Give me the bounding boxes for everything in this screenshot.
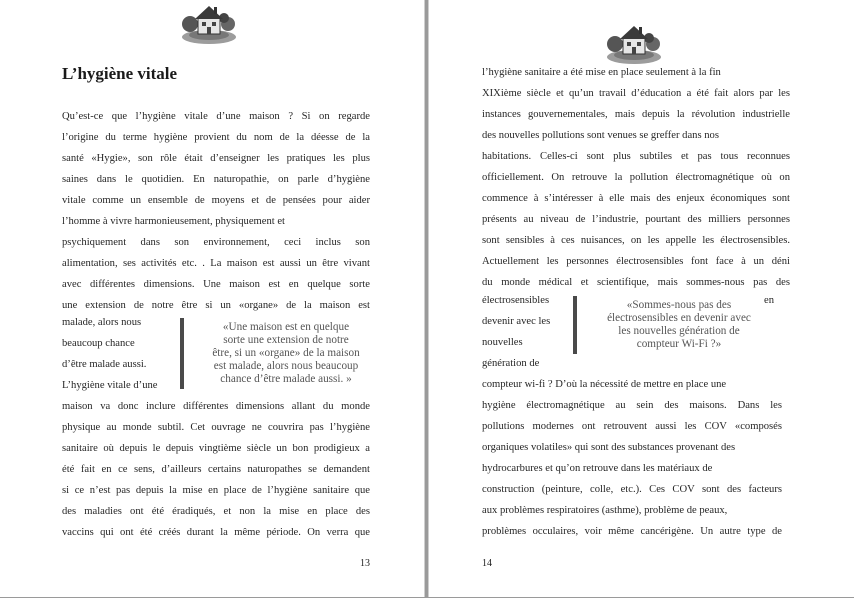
text-line: pollutions modernes ont retrouvent aussi les COV «composés <box>482 421 782 432</box>
text-line: psychiquement dans son environnement, ceci inclus son <box>62 237 370 248</box>
text-line: L’hygiène vitale d’une <box>62 380 158 391</box>
left-body-top <box>62 106 370 316</box>
text-line: génération de <box>482 358 540 369</box>
text-line: habitations. Celles-ci sont plus subtiles et pas tous reconnues <box>482 151 790 162</box>
text-line: nouvelles <box>482 337 523 348</box>
quote-line: compteur Wi-Fi ?» <box>636 338 722 350</box>
text-line: sanitaire où depuis le depuis vingtième siècle un bon prodigieux a <box>62 443 370 454</box>
text-line: l’hygiène sanitaire a été mise en place seulement à la fin <box>482 67 721 78</box>
text-line: si ce n’est pas depuis la mise en place de l’hygiène sanitaire que <box>62 485 370 496</box>
text-line: problèmes occulaires, voir même cancérigène. Un autre type de <box>482 526 782 537</box>
page-number: 14 <box>482 558 492 569</box>
text-line: hygiène électromagnétique au sein des maisons. Dans les <box>482 400 782 411</box>
text-line: organiques volatiles» qui sont des substances provenant des <box>482 442 736 453</box>
text-line: aux problèmes respiratoires (asthme), problème de peaux, <box>482 505 728 516</box>
text-line: beaucoup chance <box>62 338 135 349</box>
text-line: malade, alors nous <box>62 317 142 328</box>
pull-quote <box>180 318 376 389</box>
quote-line: «Sommes-nous pas des <box>626 299 732 311</box>
page-number: 13 <box>360 558 370 569</box>
house-on-hill-icon <box>180 0 238 44</box>
right-body-top <box>482 62 790 293</box>
text-line: physique au monde subtil. Cet ouvrage ne couvrira pas l’hygiène <box>62 422 370 433</box>
quote-line: électrosensibles en devenir avec <box>607 312 751 324</box>
text-line: compteur wi-fi ? D’où la nécessité de mettre en place une <box>482 379 727 390</box>
text-line: construction (peinture, colle, etc.). Ces COV sont des facteurs <box>482 484 782 495</box>
text-line: instances gouvernementales, mais depuis la révolution industrielle <box>482 109 790 120</box>
right-body-bottom <box>482 374 782 542</box>
text-line: vaccins qui ont été créés durant la même période. On verra que <box>62 527 370 538</box>
text-line: d’être malade aussi. <box>62 359 147 370</box>
quote-line: est malade, alors nous beaucoup <box>213 360 359 372</box>
text-line: vitale comme un ensemble de moyens et de pensées pour aider <box>62 195 370 206</box>
right-page <box>428 0 854 597</box>
quote-line: être, si un «organe» de la maison <box>212 347 360 359</box>
quote-line: chance d’être malade aussi. » <box>220 373 352 385</box>
left-page <box>0 0 425 597</box>
text-line: été fait en ce sens, d’ailleurs certains naturopathes se demandent <box>62 464 370 475</box>
text-line: commence à s’intéresser à elle mais des enjeux économiques sont <box>482 193 790 204</box>
left-body-bottom <box>62 396 370 543</box>
text-line: maison va donc inclure différentes dimensions allant du monde <box>62 401 370 412</box>
text-line: XIXième siècle et qu’un travail d’éducation a été fait alors par les <box>482 88 790 99</box>
house-on-hill-icon <box>605 20 663 64</box>
text-word: en <box>764 295 774 306</box>
text-line: des maladies ont été éradiqués, et non la mise en place des <box>62 506 370 517</box>
text-line: Actuellement les personnes électrosensibles font face à un déni <box>482 256 790 267</box>
text-line: santé «Hygie», son rôle était d’enseigner les pratiques les plus <box>62 153 370 164</box>
text-line: alimentation, ses activités etc. . La maison est aussi un être vivant <box>62 258 370 269</box>
chapter-title: L’hygiène vitale <box>62 64 178 83</box>
text-line: avec différentes dimensions. Une maison est en quelque sorte <box>62 279 370 290</box>
text-line: l’origine du terme hygiène provient du nom de la déesse de la <box>62 132 370 143</box>
pull-quote <box>573 296 769 354</box>
text-line: une extension de notre être si un «organe» de la maison est <box>62 300 370 311</box>
quote-line: «Une maison est en quelque <box>222 321 350 333</box>
text-line: Qu’est-ce que l’hygiène vitale d’une maison ? Si on regarde <box>62 111 370 122</box>
quote-line: sorte une extension de notre <box>223 334 349 346</box>
text-line: hydrocarbures et qu’on retrouve dans les matériaux de <box>482 463 713 474</box>
text-line: présents au niveau de l’industrie, pourtant des milliers personnes <box>482 214 790 225</box>
text-line: officiellement. On retrouve la pollution électromagnétique où on <box>482 172 790 183</box>
text-line: sont sensibles à ces nuisances, on les appelle les électrosensibles. <box>482 235 790 246</box>
text-line: devenir avec les <box>482 316 551 327</box>
right-body-wrap <box>482 290 572 374</box>
text-line: du monde médical et scientifique, mais sommes-nous pas des <box>482 277 790 288</box>
text-line: l’homme à vivre harmonieusement, physiquement et <box>62 216 285 227</box>
left-body-wrap <box>62 312 180 396</box>
text-line: électrosensibles <box>482 295 550 306</box>
text-line: des nouvelles pollutions sont venues se greffer dans nos <box>482 130 719 141</box>
text-line: saines dans le quotidien. En naturopathie, on parle d’hygiène <box>62 174 370 185</box>
quote-line: les nouvelles génération de <box>618 325 740 337</box>
